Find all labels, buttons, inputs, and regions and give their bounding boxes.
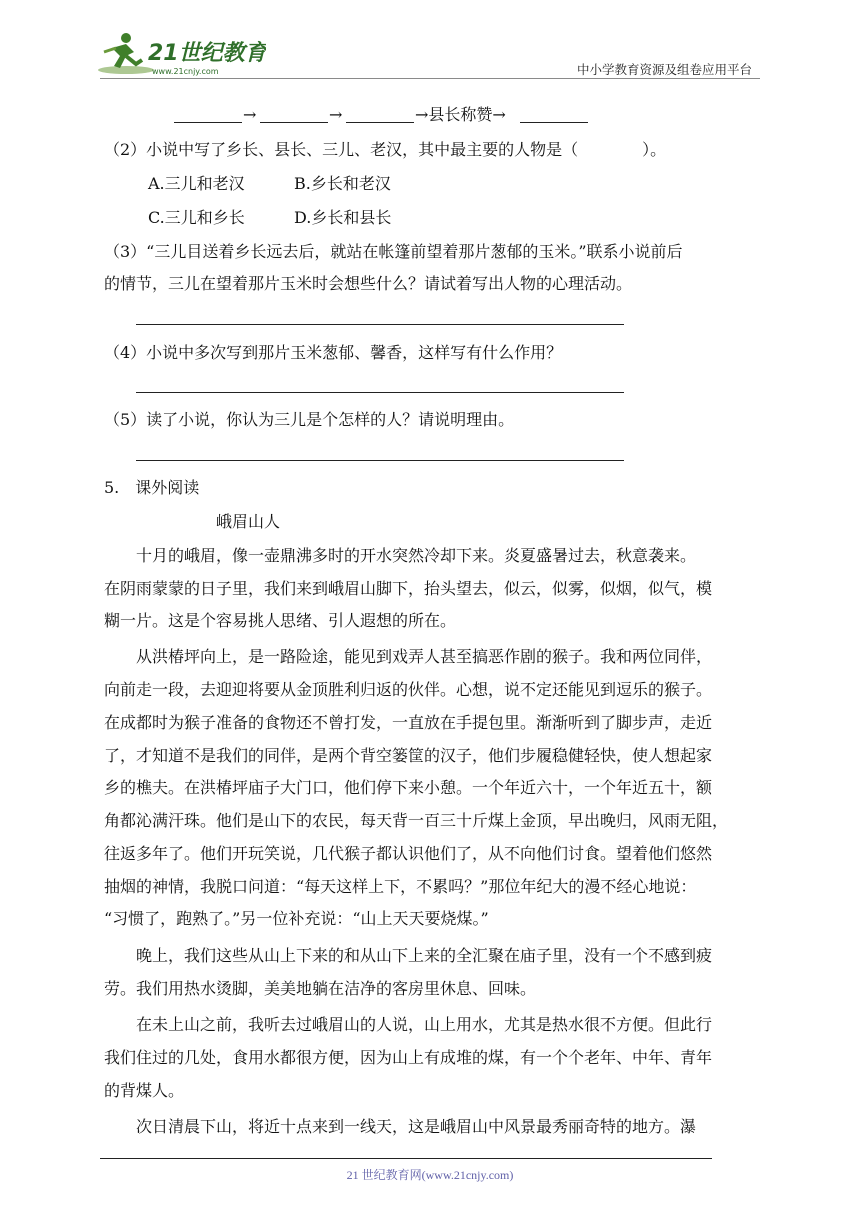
passage-line: 往返多年了。他们开玩笑说，几代猴子都认识他们了，从不向他们讨食。望着他们悠然 <box>104 844 713 863</box>
passage-line: 角都沁满汗珠。他们是山下的农民，每天背一百三十斤煤上金顶，早出晚归，风雨无阻， <box>104 811 729 830</box>
header-slogan: 中小学教育资源及组卷应用平台 <box>576 62 752 77</box>
flow-arrow-2: → <box>329 105 343 124</box>
passage-line: 在阴雨蒙蒙的日子里，我们来到峨眉山脚下，抬头望去，似云，似雾，似烟，似气，模 <box>104 579 713 598</box>
logo-text: 21世纪教育 <box>148 41 266 66</box>
passage-line: 抽烟的神情，我脱口问道：“每天这样上下，不累吗？”那位年纪大的漫不经心地说： <box>104 877 697 896</box>
q2-option-a: A.三儿和老汉 <box>148 174 245 193</box>
passage-line: 的背煤人。 <box>104 1081 185 1100</box>
flow-blank-1 <box>174 122 242 123</box>
passage-line: 糊一片。这是个容易挑人思绪、引人遐想的所在。 <box>104 611 457 630</box>
passage-line: 乡的樵夫。在洪椿坪庙子大门口，他们停下来小憩。一个年近六十，一个年近五十，额 <box>104 778 713 797</box>
flow-blank-3 <box>346 122 414 123</box>
question-3-line-1: （3）“三儿目送着乡长远去后，就站在帐篷前望着那片葱郁的玉米。”联系小说前后 <box>104 242 683 261</box>
q2-option-c: C.三儿和乡长 <box>148 208 245 227</box>
logo-url: www.21cnjy.com <box>152 67 219 76</box>
question-4: （4）小说中多次写到那片玉米葱郁、馨香，这样写有什么作用？ <box>104 343 563 362</box>
q2-option-b: B.乡长和老汉 <box>294 174 391 193</box>
question-3-line-2: 的情节，三儿在望着那片玉米时会想些什么？请试着写出人物的心理活动。 <box>104 274 633 293</box>
question-5: （5）读了小说，你认为三儿是个怎样的人？请说明理由。 <box>104 410 515 429</box>
page-header <box>0 0 860 80</box>
passage-line: 劳。我们用热水烫脚，美美地躺在洁净的客房里休息、回味。 <box>104 979 537 998</box>
question-2: （2）小说中写了乡长、县长、三儿、老汉，其中最主要的人物是（ ）。 <box>104 140 667 159</box>
q2-option-d: D.乡长和县长 <box>294 208 392 227</box>
q3-answer-line <box>136 324 624 325</box>
flow-step-last: →县长称赞→ <box>415 105 506 124</box>
passage-line: 从洪椿坪向上，是一路险途，能见到戏弄人甚至搞恶作剧的猴子。我和两位同伴， <box>104 647 713 666</box>
flow-blank-2 <box>260 122 328 123</box>
passage-line: 我们住过的几处，食用水都很方便，因为山上有成堆的煤，有一个个老年、中年、青年 <box>104 1048 713 1067</box>
flow-blank-4 <box>520 122 588 123</box>
passage-line: 晚上，我们这些从山上下来的和从山下上来的全汇聚在庙子里，没有一个不感到疲 <box>104 946 713 965</box>
passage-title: 峨眉山人 <box>216 512 281 531</box>
passage-line: 十月的峨眉，像一壶鼎沸多时的开水突然冷却下来。炎夏盛暑过去，秋意袭来。 <box>104 546 697 565</box>
runner-logo-icon <box>96 30 266 78</box>
passage-line: 在成都时为猴子准备的食物还不曾打发，一直放在手提包里。渐渐听到了脚步声，走近 <box>104 713 713 732</box>
header-divider <box>100 78 760 79</box>
logo <box>96 30 266 78</box>
passage-line: “习惯了，跑熟了。”另一位补充说：“山上天天要烧煤。” <box>104 909 489 928</box>
passage-line: 在未上山之前，我听去过峨眉山的人说，山上用水，尤其是热水很不方便。但此行 <box>104 1015 713 1034</box>
page-footer: 21 世纪教育网(www.21cnjy.com) <box>346 1168 514 1182</box>
passage-line: 向前走一段，去迎迎将要从金顶胜利归返的伙伴。心想，说不定还能见到逗乐的猴子。 <box>104 680 713 699</box>
q5-answer-line <box>136 460 624 461</box>
q4-answer-line <box>136 392 624 393</box>
section-heading: 5. 课外阅读 <box>104 478 200 497</box>
passage-line: 次日清晨下山，将近十点来到一线天，这是峨眉山中风景最秀丽奇特的地方。瀑 <box>104 1117 697 1136</box>
flow-arrow-1: → <box>243 105 257 124</box>
footer-divider <box>100 1158 712 1159</box>
passage-line: 了，才知道不是我们的同伴，是两个背空篓筐的汉子，他们步履稳健轻快，使人想起家 <box>104 746 713 765</box>
